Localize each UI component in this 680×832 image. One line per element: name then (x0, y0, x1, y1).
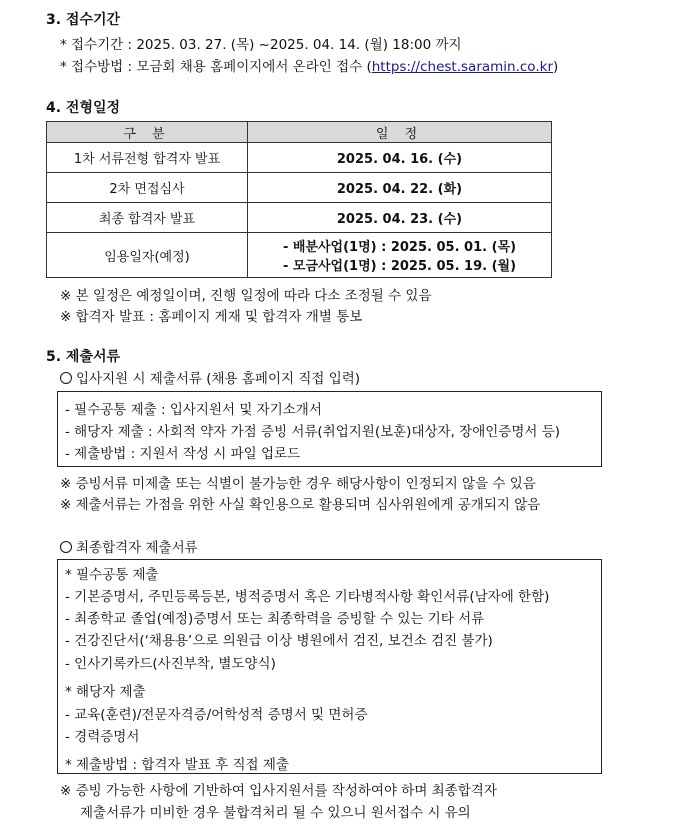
final-docs-note-cont: 제출서류가 미비한 경우 불합격처리 될 수 있으니 원서접수 시 유의 (80, 805, 471, 821)
row-date: 2025. 04. 23. (수) (248, 203, 552, 233)
list-item: - 최종학교 졸업(예정)증명서 또는 최종학력을 증빙할 수 있는 기타 서류 (65, 611, 485, 627)
table-row (47, 143, 552, 173)
circle-bullet-icon (60, 541, 72, 553)
header-category: 구 분 (47, 122, 248, 143)
row-date (248, 233, 552, 278)
final-submit-method: * 제출방법 : 합격자 발표 후 직접 제출 (65, 757, 289, 773)
row-label: 임용일자(예정) (47, 233, 248, 278)
apply-docs-note: ※ 제출서류는 가점을 위한 사실 확인용으로 활용되며 심사위원에게 공개되지 않음 (60, 497, 541, 513)
list-item: - 기본증명서, 주민등록등본, 병적증명서 혹은 기타병적사항 확인서류(남자에 한함) (65, 589, 550, 605)
recruitment-site-link[interactable]: https://chest.saramin.co.kr (371, 59, 553, 75)
row-label: 1차 서류전형 합격자 발표 (47, 143, 248, 173)
apply-docs-heading (60, 367, 360, 387)
apply-docs-note: ※ 증빙서류 미제출 또는 식별이 불가능한 경우 해당사항이 인정되지 않을 수 있음 (60, 476, 536, 492)
list-item: - 건강진단서(‘채용용’으로 의원급 이상 병원에서 검진, 보건소 검진 불가) (65, 633, 493, 649)
list-item: - 해당자 제출 : 사회적 약자 가점 증빙 서류(취업지원(보훈)대상자, 장애인증명서 등) (65, 424, 561, 440)
section-5-title: 5. 제출서류 (46, 349, 121, 365)
final-optional-title: * 해당자 제출 (65, 684, 146, 700)
final-common-title: * 필수공통 제출 (65, 567, 159, 583)
schedule-note: ※ 본 일정은 예정일이며, 진행 일정에 따라 다소 조정될 수 있음 (60, 288, 432, 304)
application-period: * 접수기간 : 2025. 03. 27. (목) ~2025. 04. 14. (월) 18:00 까지 (60, 37, 462, 53)
circle-bullet-icon (60, 372, 72, 384)
table-row (47, 233, 552, 278)
date-line: - 모금사업(1명) : 2025. 05. 19. (월) (282, 259, 517, 274)
section-3-title: 3. 접수기간 (46, 12, 121, 28)
list-item: - 필수공통 제출 : 입사지원서 및 자기소개서 (65, 402, 322, 418)
final-docs-heading (60, 536, 198, 556)
date-line: - 배분사업(1명) : 2025. 05. 01. (목) (282, 240, 517, 255)
application-method-close: ) (553, 59, 559, 75)
application-method-text: * 접수방법 : 모금회 채용 홈페이지에서 온라인 접수 ( (60, 59, 372, 75)
list-item: - 인사기록카드(사진부착, 별도양식) (65, 656, 276, 672)
list-item: - 교육(훈련)/전문자격증/어학성적 증명서 및 면허증 (65, 707, 368, 723)
row-date: 2025. 04. 16. (수) (248, 143, 552, 173)
application-method (60, 55, 558, 75)
schedule-note: ※ 합격자 발표 : 홈페이지 게재 및 합격자 개별 통보 (60, 309, 363, 325)
schedule-table (46, 121, 552, 278)
table-row (47, 203, 552, 233)
header-schedule: 일 정 (248, 122, 552, 143)
table-header-row (47, 122, 552, 143)
row-label: 최종 합격자 발표 (47, 203, 248, 233)
final-docs-note: ※ 증빙 가능한 사항에 기반하여 입사지원서를 작성하여야 하며 최종합격자 (60, 783, 497, 799)
table-row (47, 173, 552, 203)
list-item: - 제출방법 : 지원서 작성 시 파일 업로드 (65, 446, 301, 462)
final-docs-heading-text: 최종합격자 제출서류 (76, 540, 198, 556)
apply-docs-heading-text: 입사지원 시 제출서류 (채용 홈페이지 직접 입력) (76, 371, 361, 387)
list-item: - 경력증명서 (65, 729, 140, 745)
row-label: 2차 면접심사 (47, 173, 248, 203)
section-4-title: 4. 전형일정 (46, 100, 121, 116)
row-date: 2025. 04. 22. (화) (248, 173, 552, 203)
